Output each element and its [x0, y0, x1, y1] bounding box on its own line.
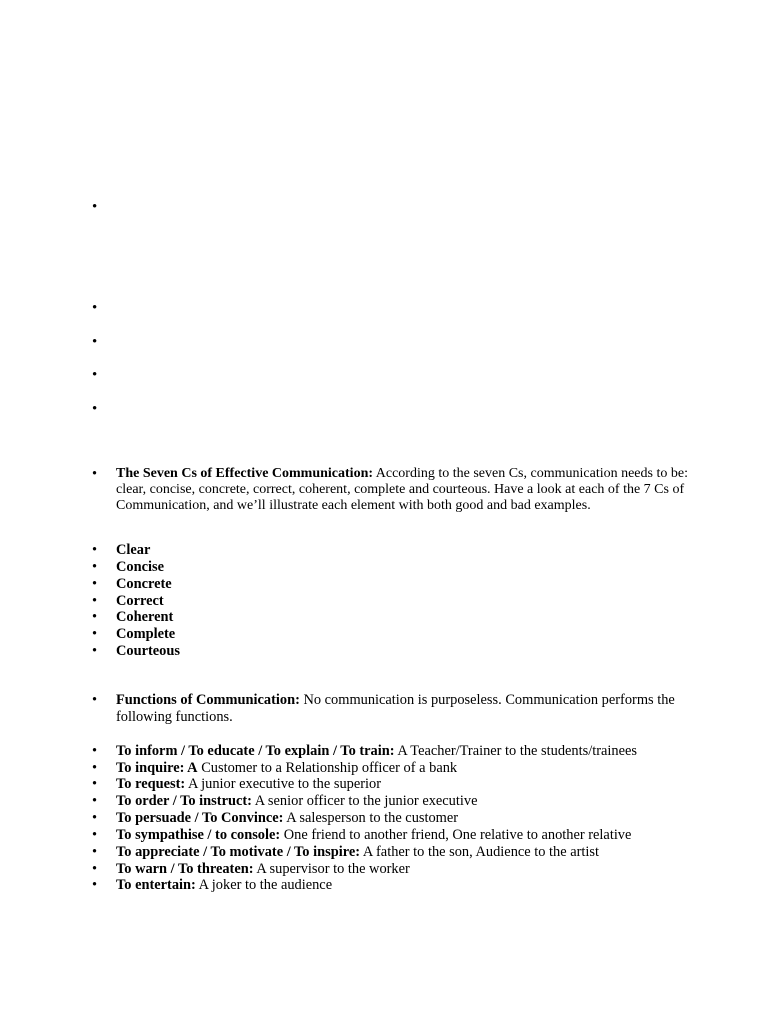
list-item-label: Correct: [116, 593, 164, 609]
paragraph-heading: Functions of Communication:: [116, 692, 300, 708]
bullet: •: [92, 692, 98, 708]
functions-paragraph: [92, 692, 712, 728]
bullet: •: [92, 760, 98, 776]
bullet: •: [92, 861, 98, 877]
bullet: •: [92, 466, 98, 482]
list-item-text: A senior officer to the junior executive: [251, 793, 478, 809]
list-item-text: A junior executive to the superior: [185, 776, 381, 792]
list-item-label: Complete: [116, 626, 176, 642]
empty-bullet: •: [92, 199, 98, 215]
list-item-text: Customer to a Relationship officer of a bank: [197, 760, 458, 776]
paragraph-heading: The Seven Cs of Effective Communication:: [116, 466, 374, 481]
bullet: •: [92, 593, 98, 609]
list-item-label: To order / To instruct:: [116, 793, 252, 809]
list-item-text: A Teacher/Trainer to the students/trainees: [394, 743, 637, 759]
seven-cs-paragraph: [92, 466, 712, 518]
paragraph-text: [116, 466, 712, 514]
list-item-label: To inquire: A: [116, 760, 198, 776]
list-item-label: To sympathise / to console:: [116, 827, 281, 843]
list-item-label: To inform / To educate / To explain / To train:: [116, 743, 395, 759]
list-item-label: Clear: [116, 542, 151, 558]
list-item-text: A salesperson to the customer: [283, 810, 459, 826]
list-item-text: A supervisor to the worker: [253, 861, 410, 877]
bullet: •: [92, 877, 98, 893]
list-item-text: A joker to the audience: [195, 877, 333, 893]
bullet: •: [92, 776, 98, 792]
bullet: •: [92, 559, 98, 575]
bullet: •: [92, 626, 98, 642]
paragraph-body: According to the seven Cs, communication needs to be: clear, concise, concrete, correct, coherent, complete and courteous. Have a look at each of the 7 Cs of Communication, and we’ll illustrate each element with both good and bad examples.: [116, 466, 688, 513]
bullet: •: [92, 643, 98, 659]
empty-bullet: •: [92, 367, 98, 383]
list-item-label: To persuade / To Convince:: [116, 810, 284, 826]
paragraph-body: No communication is purposeless. Communication performs the following functions.: [116, 692, 675, 725]
empty-bullet: •: [92, 401, 98, 417]
list-item-label: Courteous: [116, 643, 180, 659]
list-item-label: To entertain:: [116, 877, 196, 893]
bullet: •: [92, 576, 98, 592]
bullet: •: [92, 743, 98, 759]
bullet: •: [92, 827, 98, 843]
empty-bullet: •: [92, 334, 98, 350]
bullet: •: [92, 542, 98, 558]
list-item-text: One friend to another friend, One relative to another relative: [280, 827, 632, 843]
list-item-label: Concrete: [116, 576, 172, 592]
bullet: •: [92, 609, 98, 625]
bullet: •: [92, 810, 98, 826]
bullet: •: [92, 793, 98, 809]
list-item-text: A father to the son, Audience to the artist: [360, 844, 600, 860]
list-item-label: To warn / To threaten:: [116, 861, 254, 877]
empty-bullet: •: [92, 300, 98, 316]
list-item-label: To request:: [116, 776, 186, 792]
paragraph-text: [116, 692, 712, 726]
list-item-label: Coherent: [116, 609, 174, 625]
list-item-label: Concise: [116, 559, 164, 575]
list-item-label: To appreciate / To motivate / To inspire:: [116, 844, 361, 860]
bullet: •: [92, 844, 98, 860]
